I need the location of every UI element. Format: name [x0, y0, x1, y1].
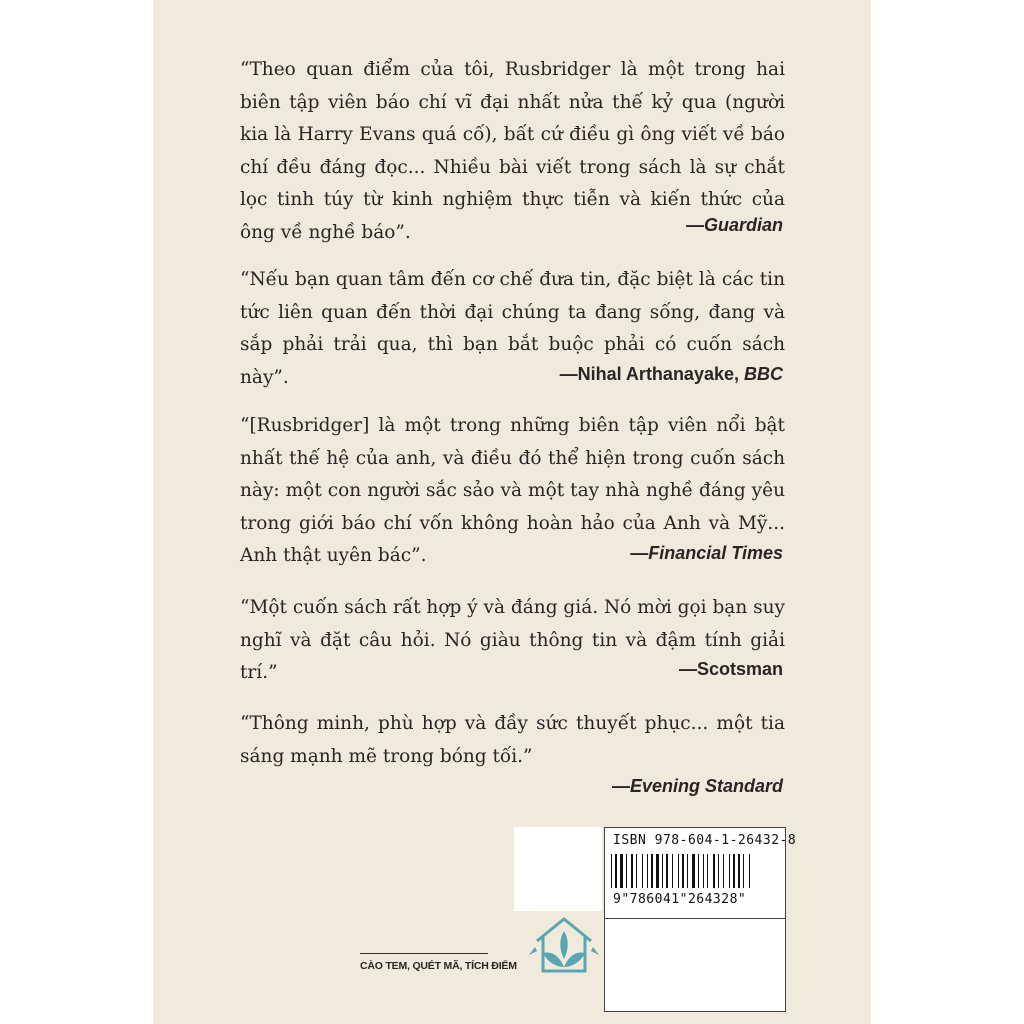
attribution-dash: —	[630, 543, 649, 563]
barcode-stripe	[656, 854, 659, 888]
quote-financial-times: “[Rusbridger] là một trong những biên tập viên nổi bật nhất thế hệ của anh, và điều đó thể hiện trong cuốn sách này: một con người sắc sảo và một tay nhà nghề đáng yêu trong giới báo chí vốn không hoàn hảo của Anh và Mỹ... Anh thật uyên bác”.	[240, 415, 785, 567]
barcode-stripe	[613, 854, 614, 888]
attribution-source: Financial Times	[648, 543, 783, 563]
barcode-stripe	[723, 854, 724, 888]
barcode-divider	[605, 918, 785, 919]
barcode-stripe	[660, 854, 661, 888]
attribution-bbc	[560, 363, 783, 385]
barcode-stripe	[731, 854, 732, 888]
barcode-stripe	[696, 854, 697, 888]
barcode-stripe	[738, 854, 740, 888]
barcode-stripe	[649, 854, 650, 888]
barcode-stripe	[669, 854, 671, 888]
attribution-dash: —	[559, 364, 578, 384]
barcode-stripe	[666, 854, 668, 888]
ean-digits: 9"786041"264328"	[613, 892, 747, 907]
attribution-dash: —	[678, 659, 697, 679]
barcode-stripe	[628, 854, 630, 888]
barcode-stripe	[733, 854, 735, 888]
publisher-logo-icon	[529, 911, 599, 979]
attribution-dash: —	[611, 776, 630, 796]
barcode-stripe	[674, 854, 677, 888]
barcode-stripe	[709, 854, 712, 888]
barcode-stripe	[631, 854, 633, 888]
barcode-stripe	[611, 854, 612, 888]
quote-evening-standard: “Thông minh, phù hợp và đầy sức thuyết phục... một tia sáng mạnh mẽ trong bóng tối.”	[240, 713, 785, 767]
attribution-author: Nihal Arthanayake,	[577, 364, 744, 384]
barcode-stripe	[642, 854, 643, 888]
barcode-stripe	[718, 854, 719, 888]
barcode-stripe	[692, 854, 695, 888]
barcode-stripe	[685, 854, 686, 888]
barcode-stripe	[741, 854, 742, 888]
attribution-dash: —	[685, 215, 704, 235]
barcode-stripe	[705, 854, 706, 888]
barcode-stripe	[626, 854, 627, 888]
barcode-stripe	[720, 854, 722, 888]
attribution-source: Guardian	[703, 215, 783, 235]
barcode-bars	[611, 854, 779, 888]
barcode-stripe	[654, 854, 655, 888]
barcode-stripe	[749, 854, 750, 888]
barcode-stripe	[678, 854, 679, 888]
quote-scotsman: “Một cuốn sách rất hợp ý và đáng giá. Nó mời gọi bạn suy nghĩ và đặt câu hỏi. Nó giàu thông tin và đậm tính giải trí.”	[240, 597, 785, 684]
barcode-stripe	[703, 854, 704, 888]
barcode-stripe	[700, 854, 702, 888]
stamp-label: CÀO TEM, QUÉT MÃ, TÍCH ĐIỂM	[360, 960, 517, 972]
barcode-stripe	[647, 854, 648, 888]
barcode-stripe	[687, 854, 688, 888]
barcode-stripe	[636, 854, 637, 888]
barcode-stripe	[736, 854, 737, 888]
attribution-source: Evening Standard	[629, 776, 783, 796]
attribution-evening-standard	[612, 775, 783, 797]
stamp-divider	[360, 953, 488, 954]
price-sticker-area	[514, 827, 602, 911]
barcode-stripe	[672, 854, 673, 888]
attribution-author: Scotsman	[696, 659, 783, 679]
isbn-label: ISBN 978-604-1-26432-8	[613, 833, 797, 848]
barcode-stripe	[713, 854, 715, 888]
barcode-stripe	[624, 854, 625, 888]
quote-guardian: “Theo quan điểm của tôi, Rusbridger là một trong hai biên tập viên báo chí vĩ đại nhất nửa thế kỷ qua (người kia là Harry Evans quá cố), bất cứ điều gì ông viết về báo chí đều đáng đọc... Nhiều bài viết trong sách là sự chắt lọc tinh túy từ kinh nghiệm thực tiễn và kiến thức của ông về nghề báo”.	[240, 59, 785, 243]
barcode-stripe	[698, 854, 699, 888]
barcode-stripe	[680, 854, 681, 888]
quote-bbc: “Nếu bạn quan tâm đến cơ chế đưa tin, đặc biệt là các tin tức liên quan đến thời đại chúng ta đang sống, đang và sắp phải trải qua, thì bạn bắt buộc phải có cuốn sách này”.	[240, 269, 785, 388]
isbn-barcode-box	[604, 827, 797, 1012]
barcode-stripe	[615, 854, 617, 888]
barcode-stripe	[634, 854, 635, 888]
barcode-stripe	[638, 854, 641, 888]
barcode-stripe	[725, 854, 728, 888]
barcode-stripe	[662, 854, 663, 888]
barcode-stripe	[651, 854, 653, 888]
attribution-source: BBC	[744, 364, 783, 384]
barcode-stripe	[751, 854, 753, 888]
barcode-stripe	[644, 854, 646, 888]
barcode-stripe	[664, 854, 665, 888]
barcode-stripe	[618, 854, 619, 888]
attribution-financial-times	[630, 542, 783, 564]
barcode-stripe	[707, 854, 708, 888]
attribution-scotsman	[679, 658, 783, 680]
attribution-guardian	[686, 214, 783, 236]
barcode-stripe	[689, 854, 691, 888]
back-cover	[153, 0, 871, 1024]
barcode-stripe	[682, 854, 684, 888]
barcode-stripe	[743, 854, 744, 888]
barcode-stripe	[745, 854, 748, 888]
barcode-stripe	[716, 854, 717, 888]
barcode-stripe	[729, 854, 730, 888]
barcode-stripe	[620, 854, 623, 888]
